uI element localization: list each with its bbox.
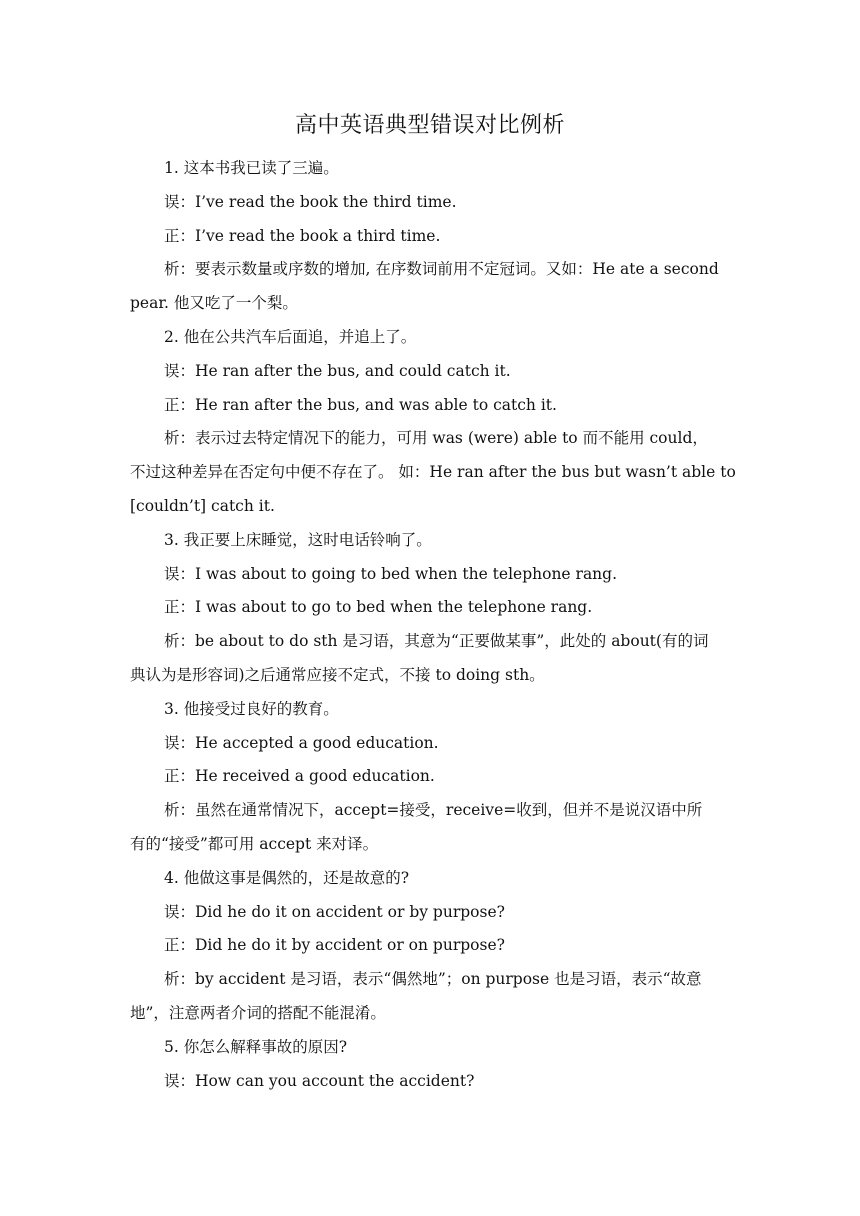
- item-heading: 4. 他做这事是偶然的，还是故意的?: [164, 868, 410, 887]
- analysis-line: 不过这种差异在否定句中便不存在了。 如：He ran after the bus but wasn’t able to: [130, 463, 736, 482]
- wrong-sentence: 误：I was about to going to bed when the telephone rang.: [164, 564, 618, 583]
- correct-sentence: 正：Did he do it by accident or on purpose?: [164, 936, 505, 955]
- analysis-line: 析：be about to do sth 是习语，其意为“正要做某事”，此处的 about(有的词: [164, 632, 709, 651]
- analysis-line: 析：by accident 是习语，表示“偶然地”；on purpose 也是习语，表示“故意: [164, 970, 702, 989]
- document-body: [130, 152, 736, 1098]
- item-heading: 2. 他在公共汽车后面追，并追上了。: [164, 327, 417, 346]
- analysis-line: 有的“接受”都可用 accept 来对译。: [130, 834, 379, 853]
- analysis-line: 典认为是形容词)之后通常应接不定式，不接 to doing sth。: [130, 665, 545, 684]
- analysis-line: 析：要表示数量或序数的增加, 在序数词前用不定冠词。又如：He ate a second: [164, 260, 719, 279]
- correct-sentence: 正：I was about to go to bed when the telephone rang.: [164, 598, 593, 617]
- correct-sentence: 正：I’ve read the book a third time.: [164, 226, 441, 245]
- analysis-line: 析：表示过去特定情况下的能力，可用 was (were) able to 而不能用 could，: [164, 429, 708, 448]
- wrong-sentence: 误：Did he do it on accident or by purpose?: [164, 902, 505, 921]
- page-title: 高中英语典型错误对比例析: [294, 113, 565, 138]
- analysis-line: pear. 他又吃了一个梨。: [130, 294, 298, 313]
- wrong-sentence: 误：How can you account the accident?: [164, 1071, 475, 1090]
- analysis-line: 析：虽然在通常情况下，accept=接受，receive=收到，但并不是说汉语中所: [164, 801, 703, 820]
- wrong-sentence: 误：He accepted a good education.: [164, 733, 439, 752]
- correct-sentence: 正：He ran after the bus, and was able to catch it.: [164, 395, 557, 414]
- wrong-sentence: 误：He ran after the bus, and could catch it.: [164, 361, 511, 380]
- item-heading: 3. 他接受过良好的教育。: [164, 699, 339, 718]
- analysis-line: [couldn’t] catch it.: [130, 496, 275, 515]
- analysis-line: 地”，注意两者介词的搭配不能混淆。: [130, 1003, 386, 1022]
- item-heading: 1. 这本书我已读了三遍。: [164, 159, 339, 177]
- item-heading: 5. 你怎么解释事故的原因?: [164, 1037, 348, 1056]
- wrong-sentence: 误：I’ve read the book the third time.: [164, 192, 457, 211]
- correct-sentence: 正：He received a good education.: [164, 767, 435, 786]
- item-heading: 3. 我正要上床睡觉，这时电话铃响了。: [164, 530, 432, 549]
